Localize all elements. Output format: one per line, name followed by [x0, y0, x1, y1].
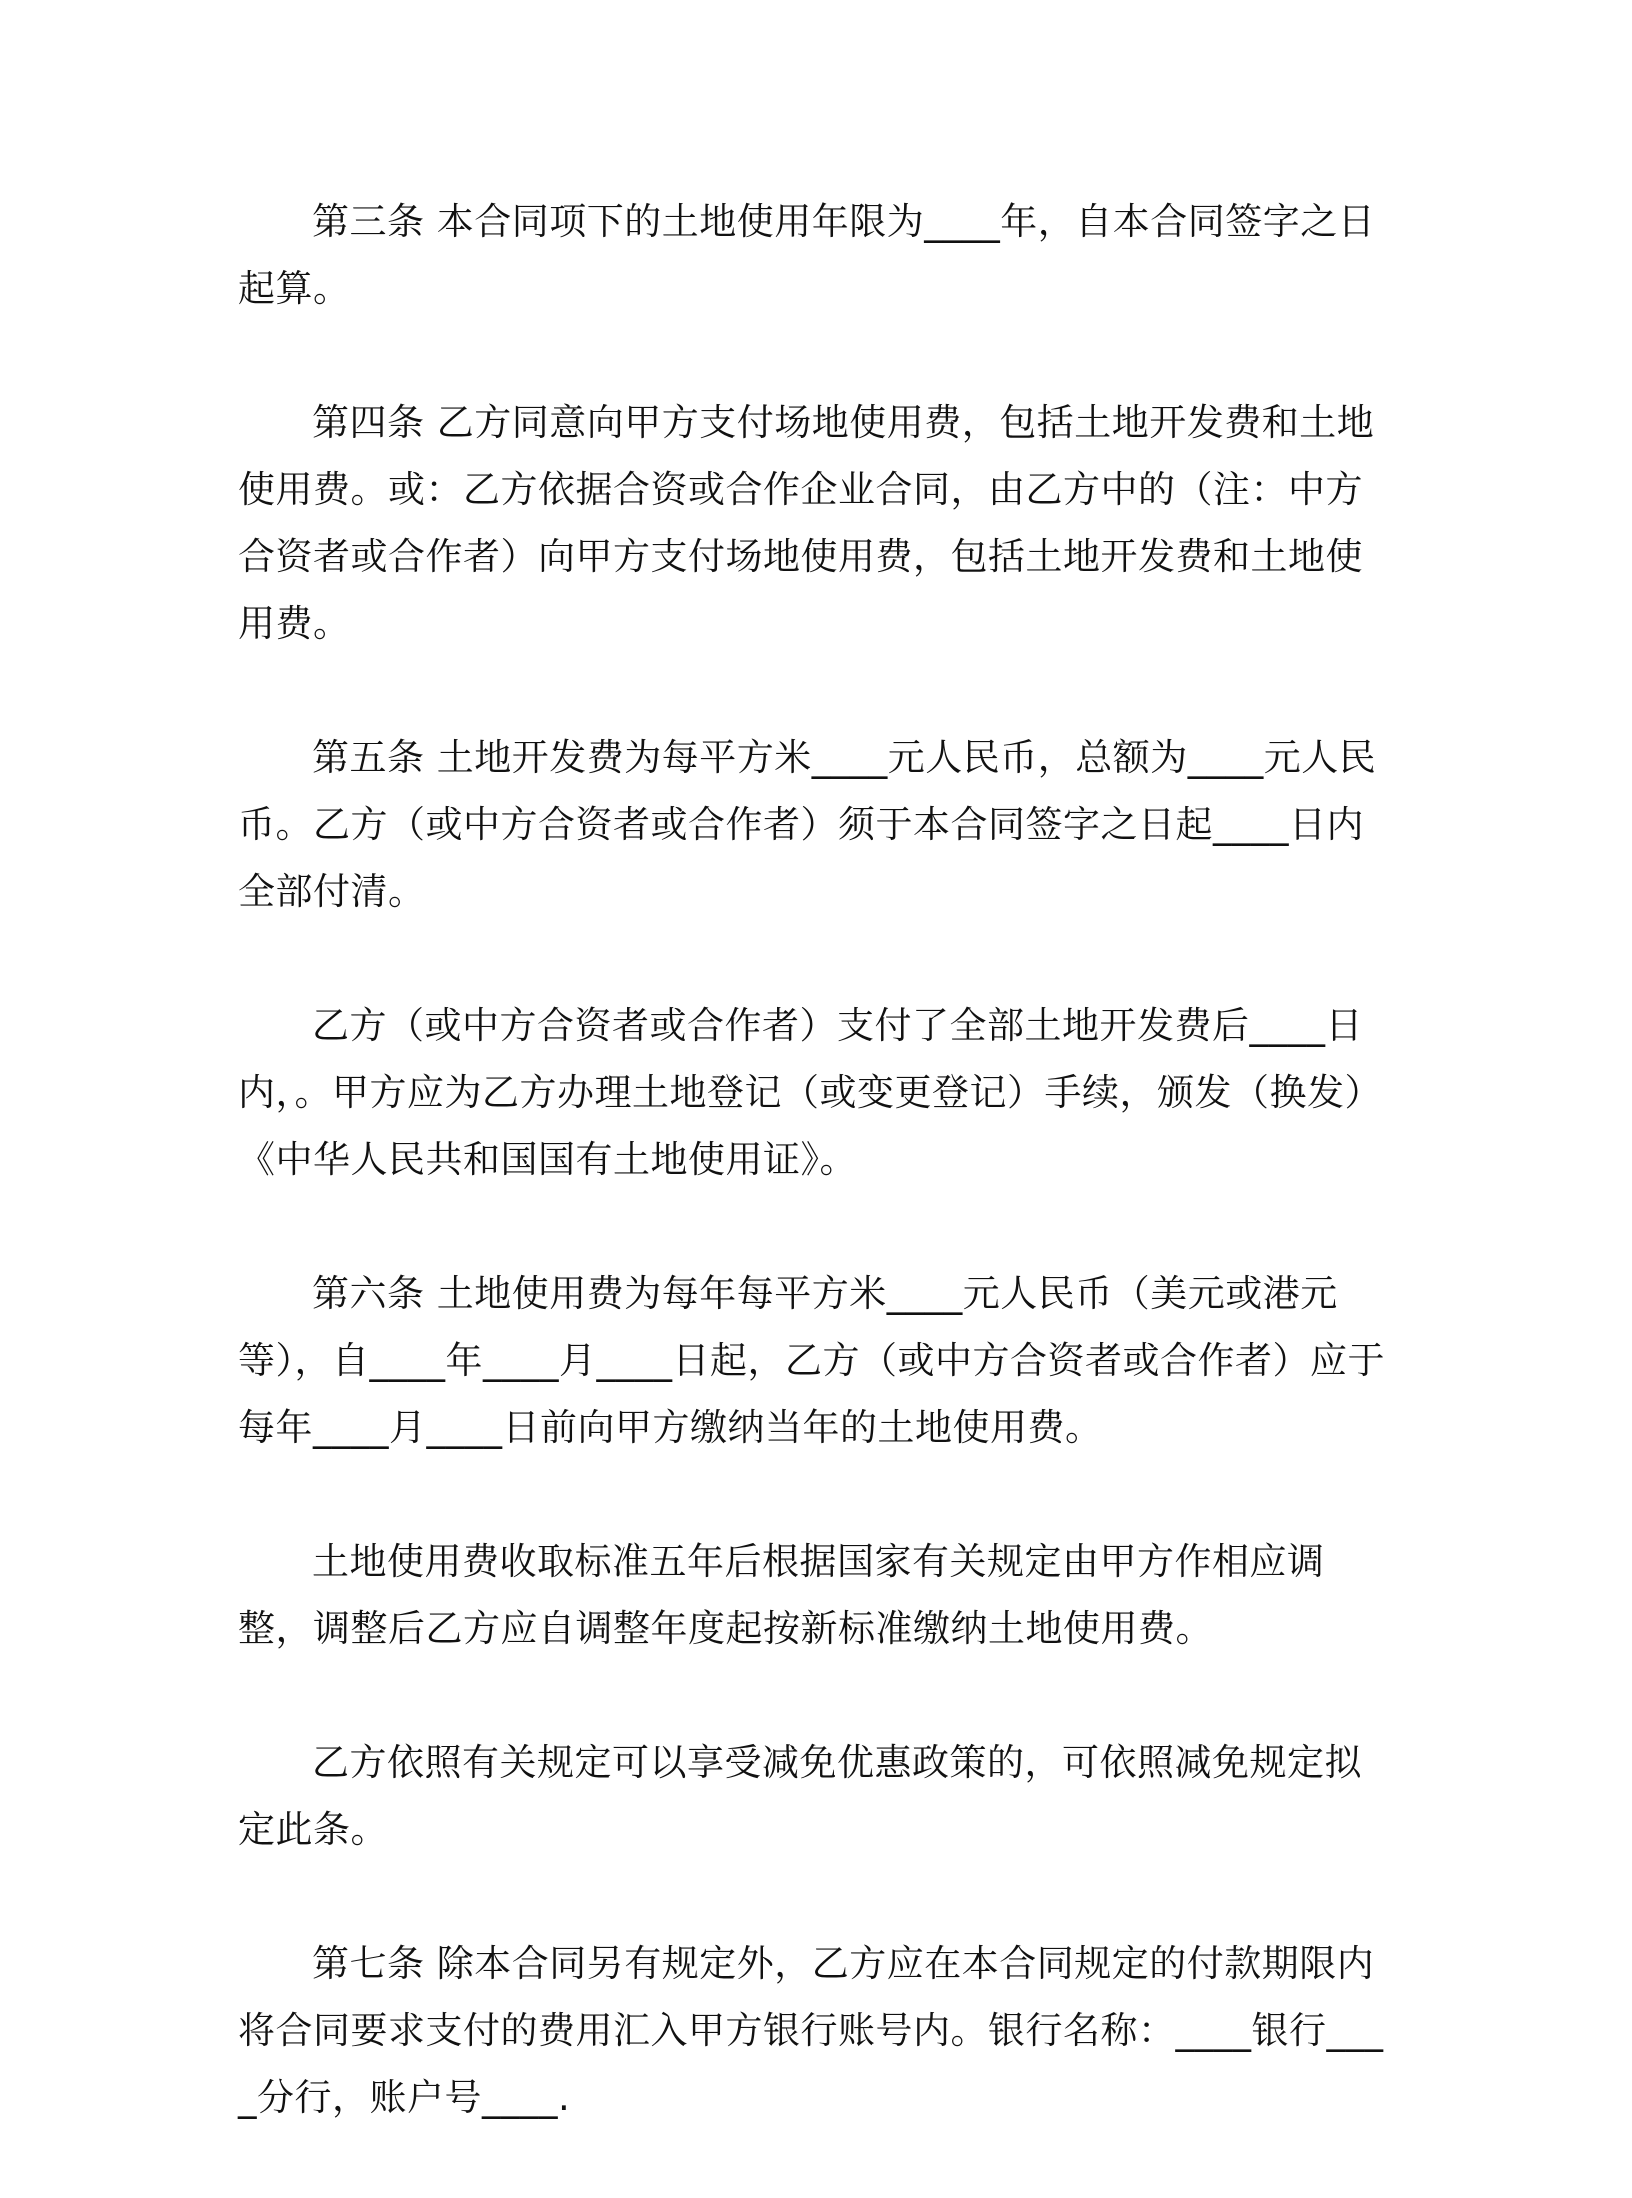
article-5-paragraph: 第五条 土地开发费为每平方米____元人民币，总额为____元人民币。乙方（或中方合资者或合作者）须于本合同签字之日起____日内全部付清。	[238, 736, 1377, 913]
article-6-exemption-paragraph: 乙方依照有关规定可以享受减免优惠政策的，可依照减免规定拟定此条。	[238, 1741, 1362, 1851]
document-body	[238, 188, 1388, 2198]
article-4-paragraph: 第四条 乙方同意向甲方支付场地使用费，包括土地开发费和土地使用费。或：乙方依据合资或合作企业合同，由乙方中的（注：中方合资者或合作者）向甲方支付场地使用费，包括土地开发费和土地使用费。	[238, 401, 1375, 645]
article-6-paragraph: 第六条 土地使用费为每年每平方米____元人民币（美元或港元等），自____年____月____日起，乙方（或中方合资者或合作者）应于每年____月____日前向甲方缴纳当年的土地使用费。	[238, 1272, 1385, 1449]
article-6-adjustment-paragraph: 土地使用费收取标准五年后根据国家有关规定由甲方作相应调整，调整后乙方应自调整年度起按新标准缴纳土地使用费。	[238, 1540, 1325, 1650]
article-3-paragraph: 第三条 本合同项下的土地使用年限为____年，自本合同签字之日起算。	[238, 200, 1376, 310]
article-7-paragraph: 第七条 除本合同另有规定外，乙方应在本合同规定的付款期限内将合同要求支付的费用汇入甲方银行账号内。银行名称：____银行____分行，账户号____.	[238, 1942, 1384, 2119]
article-5-continuation-paragraph: 乙方（或中方合资者或合作者）支付了全部土地开发费后____日内，。甲方应为乙方办理土地登记（或变更登记）手续，颁发（换发）《中华人民共和国国有土地使用证》。	[238, 1004, 1382, 1181]
